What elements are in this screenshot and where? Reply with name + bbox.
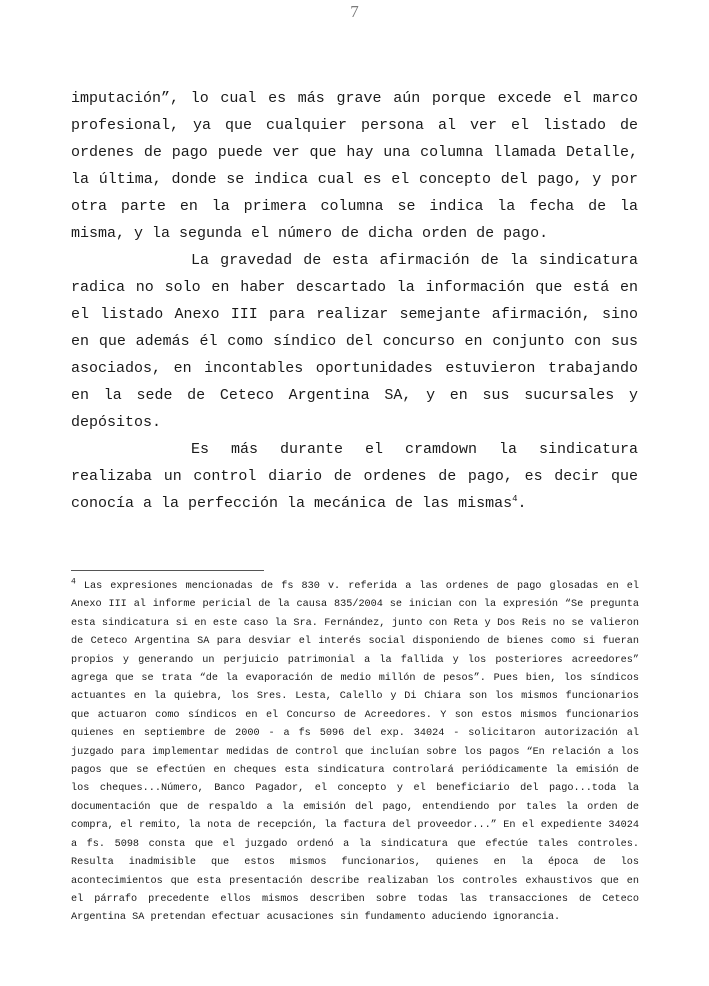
page-number: 7 (350, 2, 359, 21)
footnote (71, 578, 639, 928)
footnote-text: Las expresiones mencionadas de fs 830 v. referida a las ordenes de pago glosadas en el Anexo III al informe pericial de la causa 835/2004 se inician con la expresión “Se pregunta esta sindicatura si en este caso la Sra. Fernández, junto con Reta y Dos Reis no se valieron de Ceteco Argentina SA para desviar el interés social disponiendo de bienes como si fueran propios y generando un perjuicio patrimonial a la fallida y los posteriores acreedores” agrega que se trata “de la evaporación de medio millón de pesos”. Pues bien, los síndicos actuantes en la quiebra, los Sres. Lesta, Calello y Di Chiara son los mismos funcionarios que actuaron como síndicos en el Concurso de Acreedores. Y son estos mismos funcionarios quienes en septiembre de 2000 - a fs 5096 del exp. 34024 - solicitaron autorización al juzgado para implementar medidas de control que incluían sobre los pagos “En relación a los pagos que se efectúen en cheques esta sindicatura controlará periódicamente la emisión de los cheques...Número, Banco Pagador, el concepto y el beneficiario del pago...toda la documentación que de respaldo a la emisión del pago, entendiendo por tales la orden de compra, el remito, la nota de recepción, la factura del proveedor...” En el expediente 34024 a fs. 5098 consta que el juzgado ordenó a la sindicatura que efectúe tales controles. Resulta inadmisible que estos mismos funcionarios, quienes en la época de los acontecimientos que esta presentación describe realizaban los controles exhaustivos que en el párrafo precedente ellos mismos describen sobre todas las transacciones de Ceteco Argentina SA pretendan efectuar acusaciones sin fundamento aduciendo ignorancia. (71, 581, 639, 924)
paragraph-cramdown (71, 436, 638, 517)
paragraph-imputacion: imputación”, lo cual es más grave aún porque excede el marco profesional, ya que cualquier persona al ver el listado de ordenes de pago puede ver que hay una columna llamada Detalle, la última, donde se indica cual es el concepto del pago, y por otra parte en la primera columna se indica la fecha de la misma, y la segunda el número de dicha orden de pago. (71, 90, 638, 242)
paragraph-cramdown-end: . (517, 495, 527, 512)
footnote-reference[interactable]: 4 (512, 494, 518, 504)
paragraph-gravedad: La gravedad de esta afirmación de la sindicatura radica no solo en haber descartado la información que está en el listado Anexo III para realizar semejante afirmación, sino en que además él como síndico del concurso en conjunto con sus asociados, en incontables oportunidades estuvieron trabajando en la sede de Ceteco Argentina SA, y en sus sucursales y depósitos. (71, 252, 638, 431)
footnote-marker: 4 (71, 577, 76, 587)
body-text (71, 85, 638, 517)
footnote-separator (71, 570, 264, 571)
paragraph-cramdown-text: Es más durante el cramdown la sindicatura realizaba un control diario de ordenes de pago, es decir que conocía a la perfección la mecánica de las mismas (71, 441, 638, 512)
